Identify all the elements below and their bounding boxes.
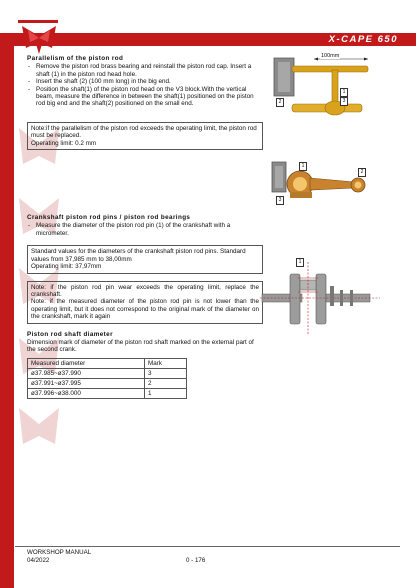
- table-cell: 1: [145, 388, 187, 398]
- rod-parallelism-illustration: [268, 52, 376, 132]
- footer-manual: WORKSHOP MANUAL: [27, 549, 92, 556]
- shaft-diameter-heading: Piston rod shaft diameter: [27, 330, 113, 338]
- table-row: [28, 378, 187, 388]
- table-cell: ø37.985~ø37.990: [28, 368, 145, 378]
- crankpins-heading: Crankshaft piston rod pins / piston rod bearings: [27, 214, 191, 222]
- crankshaft-illustration: [260, 256, 380, 340]
- table-cell: 3: [145, 368, 187, 378]
- parallelism-step: - Position the shaft(1) of the piston rod head on the V3 block.With the vertical beam, measure the difference in between the shaft(1) positioned on the piston rod big end and the shaft(2) positioned on the small end.: [27, 86, 263, 108]
- table-row: [28, 388, 187, 398]
- diameter-table: [27, 358, 187, 399]
- table-cell: ø37.991~ø37.995: [28, 378, 145, 388]
- figure-connecting-rod: [268, 156, 376, 212]
- table-header-cell: Measured diameter: [28, 358, 145, 368]
- figure-rod-parallelism: [268, 52, 376, 132]
- standard-values-limit: Operating limit: 37,97mm: [31, 263, 102, 271]
- brand-title: X-CAPE 650: [328, 34, 398, 45]
- callout-2: 2: [358, 168, 366, 177]
- standard-values-box: [27, 245, 263, 273]
- callout-1: 1: [296, 258, 304, 267]
- figure-crankshaft: [260, 256, 380, 340]
- connecting-rod-illustration: [268, 156, 376, 212]
- parallelism-steps: [27, 63, 263, 107]
- callout-3: 3: [276, 196, 284, 205]
- shaft-diameter-intro: Dimension mark of diameter of the piston rod shaft marked on the external part of the second crank.: [27, 338, 254, 354]
- crankpins-steps: [27, 222, 263, 237]
- callout-1: 1: [299, 162, 307, 171]
- standard-values-text: Standard values for the diameters of the crankshaft piston rod pins. Standard values from 37,985 mm to 38,00mm: [31, 248, 246, 263]
- parallelism-limit: Operating limit: 0.2 mm: [31, 139, 97, 147]
- left-red-stripe: [0, 33, 14, 588]
- table-header-row: [28, 358, 187, 368]
- crankpins-step: - Measure the diameter of the piston rod pin (1) of the crankshaft with a micrometer.: [27, 222, 263, 237]
- callout-3: 3: [340, 97, 348, 106]
- crankpin-note-1: Note: if the piston rod pin wear exceeds the operating limit, replace the crankshaft.: [31, 283, 259, 298]
- footer-date: 04/2022: [27, 557, 50, 564]
- table-row: [28, 368, 187, 378]
- callout-2: 2: [276, 98, 284, 107]
- page-number: 0 - 176: [186, 557, 206, 564]
- main-content: [27, 55, 263, 399]
- crankpin-note-2: Note: if the measured diameter of the piston rod pin is not lower than the operating limit, but it does not correspond to the original mark of the diameter on the crankshaft, mark it again: [31, 298, 259, 321]
- parallelism-note: Note:if the parallelism of the piston rod exceeds the operating limit, the piston rod must be replaced.: [31, 124, 257, 140]
- parallelism-step: - Remove the piston rod brass bearing and reinstall the piston rod cap. Insert a shaft (1) in the piston rod head hole.: [27, 63, 263, 78]
- parallelism-step: - Insert the shaft (2) (100 mm long) in the big end.: [27, 78, 263, 85]
- table-cell: ø37.996~ø38.000: [28, 388, 145, 398]
- crankpin-notes-box: [27, 281, 263, 324]
- parallelism-note-box: [27, 122, 263, 150]
- parallelism-heading: Parallelism of the piston rod: [27, 55, 124, 62]
- footer-divider: [15, 546, 400, 547]
- table-header-cell: Mark: [145, 358, 187, 368]
- table-cell: 2: [145, 378, 187, 388]
- dimension-label: 100mm: [321, 53, 340, 59]
- callout-1: 1: [340, 88, 348, 97]
